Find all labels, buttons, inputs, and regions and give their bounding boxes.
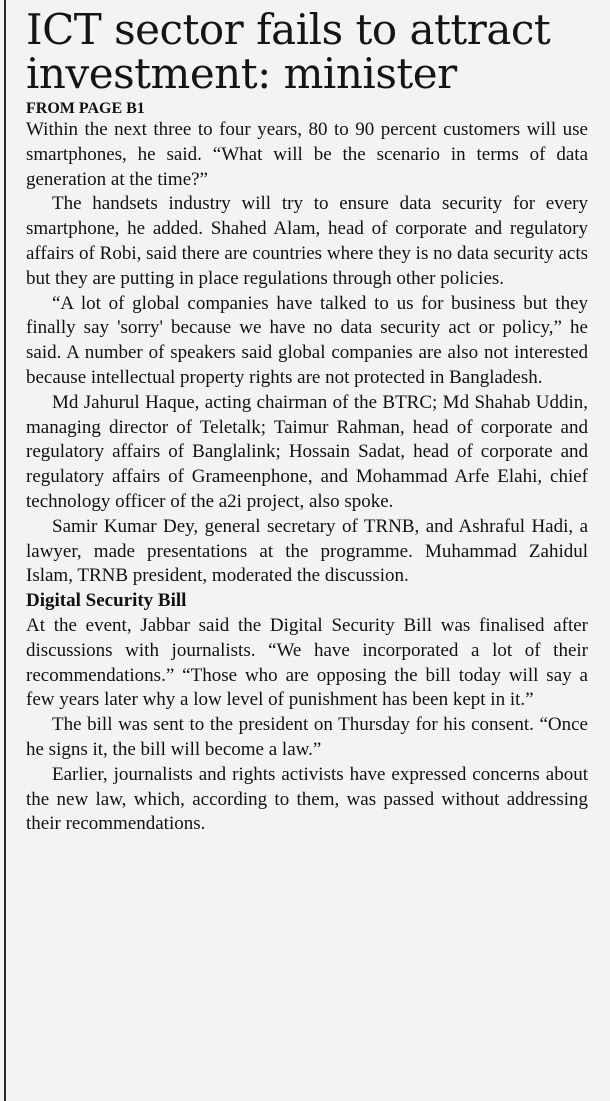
paragraph: Within the next three to four years, 80 to 90 percent customers will use smartphones, he said. “What will be the scenario in terms of data generation at the time?” bbox=[26, 119, 588, 190]
paragraph: “A lot of global companies have talked to us for business but they finally say 'sorry' because we have no data security act or policy,” he said. A number of speakers said global companies are also not interested because intellectual property rights are not protected in Bangladesh. bbox=[26, 292, 588, 388]
headline bbox=[26, 5, 588, 98]
paragraph: At the event, Jabbar said the Digital Security Bill was finalised after discussions with journalists. “We have incorporated a lot of their recommendations.” “Those who are opposing the bill today will say a few years later why a low level of punishment has been kept in it.” bbox=[26, 614, 588, 711]
paragraph: The bill was sent to the president on Thursday for his consent. “Once he signs it, the bill will become a law.” bbox=[26, 714, 588, 760]
headline-line-1: ICT sector fails to attract bbox=[26, 5, 551, 54]
paragraph: Earlier, journalists and rights activists have expressed concerns about the new law, which, according to them, was passed without addressing their recommendations. bbox=[26, 763, 588, 835]
continuation-label: FROM PAGE B1 bbox=[26, 100, 145, 117]
paragraph: Md Jahurul Haque, acting chairman of the BTRC; Md Shahab Uddin, managing director of Teletalk; Taimur Rahman, head of corporate and regulatory affairs of Banglalink; Hossain Sadat, head of corporate and regulatory affairs of Grameenphone, and Mohammad Arfe Elahi, chief technology officer of the a2i project, also spoke. bbox=[26, 391, 588, 512]
column-rule bbox=[4, 0, 6, 1101]
paragraph: Samir Kumar Dey, general secretary of TRNB, and Ashraful Hadi, a lawyer, made presentations at the programme. Muhammad Zahidul Islam, TRNB president, moderated the discussion. bbox=[26, 515, 588, 587]
headline-line-2: investment: minister bbox=[26, 49, 457, 98]
article-body bbox=[26, 118, 588, 837]
subheading: Digital Security Bill bbox=[26, 590, 187, 612]
paragraph: The handsets industry will try to ensure data security for every smartphone, he added. Shahed Alam, head of corporate and regulatory affairs of Robi, said there are countries where they is no data security acts but they are putting in place regulations through other policies. bbox=[26, 193, 588, 289]
article bbox=[26, 5, 588, 837]
